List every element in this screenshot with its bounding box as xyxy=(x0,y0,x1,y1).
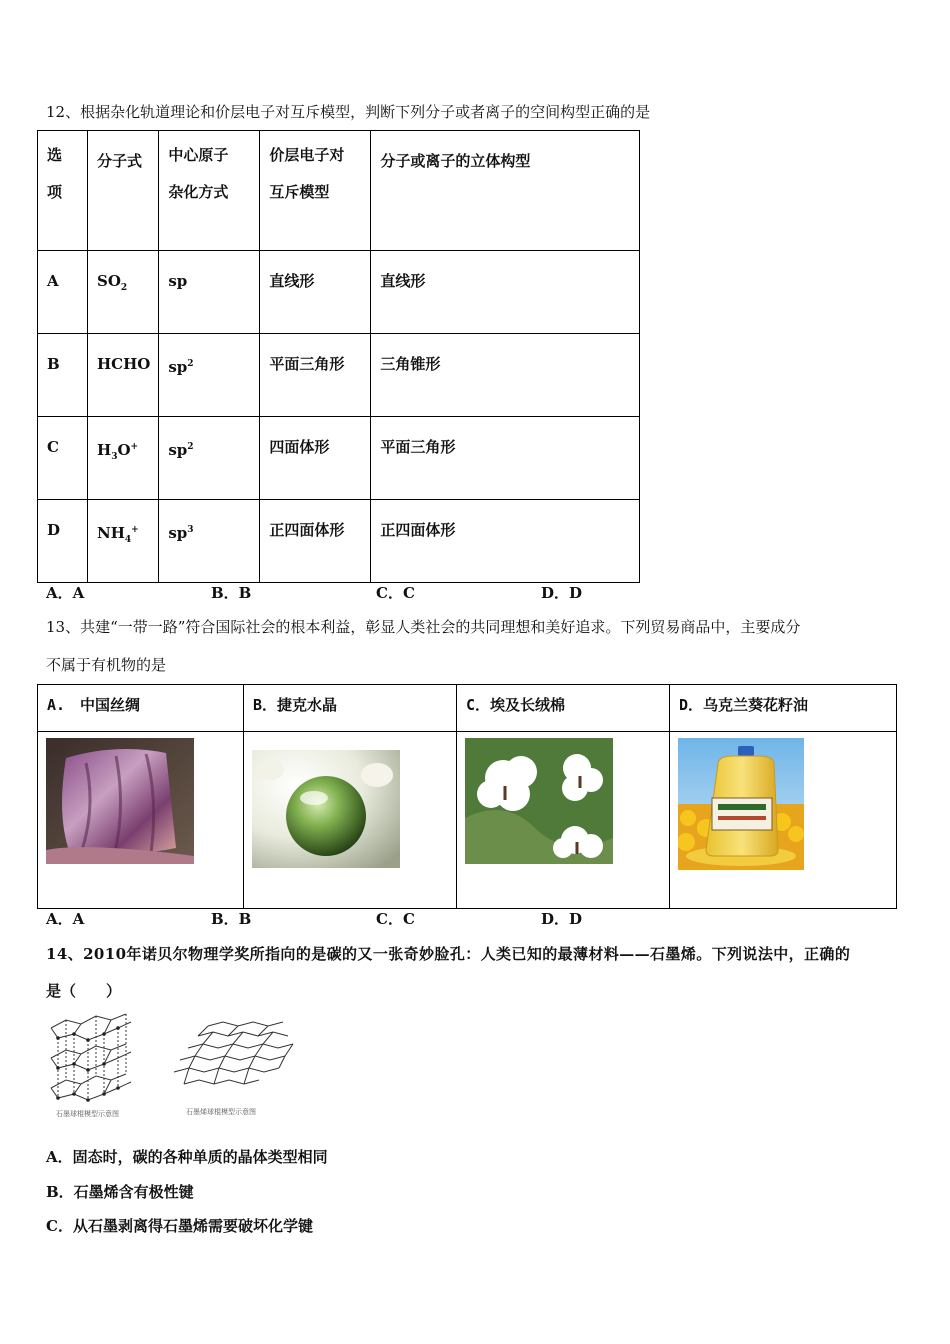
row-formula: $H_3O^+$ xyxy=(88,417,159,500)
row-hybridization: $sp^3$ xyxy=(159,500,260,583)
option-a[interactable]: A．固态时，碳的各种单质的晶体类型相同 xyxy=(46,1148,328,1166)
row-hybridization: sp xyxy=(159,251,260,334)
row-formula: HCHO xyxy=(88,334,159,417)
item-b-image-cell xyxy=(244,732,457,909)
item-c-label: C．埃及长绒棉 xyxy=(457,685,670,732)
row-vsepr: 正四面体形 xyxy=(260,500,371,583)
option-b[interactable]: B．B xyxy=(211,910,252,928)
row-hybridization: $sp^2$ xyxy=(159,334,260,417)
row-vsepr: 平面三角形 xyxy=(260,334,371,417)
row-option: C xyxy=(38,417,88,500)
option-b[interactable]: B．石墨烯含有极性键 xyxy=(46,1183,194,1201)
item-c-image-cell xyxy=(457,732,670,909)
option-d[interactable]: D．D xyxy=(541,910,583,928)
q13-stem-line1: 13、共建“一带一路”符合国际社会的根本利益，彰显人类社会的共同理想和美好追求。下列贸易商品中，主要成分 xyxy=(46,618,801,636)
row-formula: $NH_4^+$ xyxy=(88,500,159,583)
crystal-image xyxy=(252,750,400,868)
row-option: B xyxy=(38,334,88,417)
graphite-model-diagram xyxy=(46,1010,146,1110)
option-a[interactable]: A．A xyxy=(46,910,85,928)
graphene-caption: 石墨烯球棍模型示意图 xyxy=(186,1108,256,1116)
item-a-image-cell xyxy=(38,732,244,909)
table-row xyxy=(38,334,640,417)
row-shape: 直线形 xyxy=(371,251,640,334)
q12-stem: 12、根据杂化轨道理论和价层电子对互斥模型，判断下列分子或者离子的空间构型正确的是 xyxy=(46,103,651,121)
silk-image xyxy=(46,738,194,864)
table-row xyxy=(38,417,640,500)
row-vsepr: 四面体形 xyxy=(260,417,371,500)
option-c[interactable]: C．从石墨剥离得石墨烯需要破坏化学键 xyxy=(46,1217,313,1235)
row-vsepr: 直线形 xyxy=(260,251,371,334)
option-d[interactable]: D．D xyxy=(541,584,583,602)
row-shape: 正四面体形 xyxy=(371,500,640,583)
header-vsepr: 价层电子对 互斥模型 xyxy=(260,131,371,251)
header-option: 选 项 xyxy=(38,131,88,251)
item-a-label: A. 中国丝绸 xyxy=(38,685,244,732)
row-option: A xyxy=(38,251,88,334)
q14-stem-line1: 14、2010年诺贝尔物理学奖所指向的是碳的又一张奇妙脸孔：人类已知的最薄材料——石墨烯。下列说法中，正确的 xyxy=(46,945,851,963)
q13-options xyxy=(46,908,706,929)
option-b[interactable]: B．B xyxy=(211,584,252,602)
q13-stem-line2: 不属于有机物的是 xyxy=(46,656,167,674)
table-row xyxy=(38,500,640,583)
q12-options xyxy=(46,582,706,603)
q12-table xyxy=(37,130,640,583)
item-d-image-cell xyxy=(670,732,897,909)
row-formula: $SO_2$ xyxy=(88,251,159,334)
table-header-row xyxy=(38,131,640,251)
header-hybridization: 中心原子 杂化方式 xyxy=(159,131,260,251)
graphene-model-diagram xyxy=(168,1020,304,1092)
table-row xyxy=(38,732,897,909)
option-c[interactable]: C．C xyxy=(376,910,415,928)
option-c[interactable]: C．C xyxy=(376,584,415,602)
cotton-image xyxy=(465,738,613,864)
row-shape: 平面三角形 xyxy=(371,417,640,500)
item-d-label: D．乌克兰葵花籽油 xyxy=(670,685,897,732)
option-a[interactable]: A．A xyxy=(46,584,85,602)
q14-stem-line2: 是（ ） xyxy=(46,982,122,1000)
q13-table xyxy=(37,684,897,909)
header-shape: 分子或离子的立体构型 xyxy=(371,131,640,251)
sunflower-oil-image xyxy=(678,738,804,870)
item-b-label: B．捷克水晶 xyxy=(244,685,457,732)
header-formula: 分子式 xyxy=(88,131,159,251)
row-hybridization: $sp^2$ xyxy=(159,417,260,500)
row-option: D xyxy=(38,500,88,583)
table-row xyxy=(38,251,640,334)
row-shape: 三角锥形 xyxy=(371,334,640,417)
graphite-caption: 石墨球棍模型示意图 xyxy=(56,1110,119,1118)
table-header-row xyxy=(38,685,897,732)
